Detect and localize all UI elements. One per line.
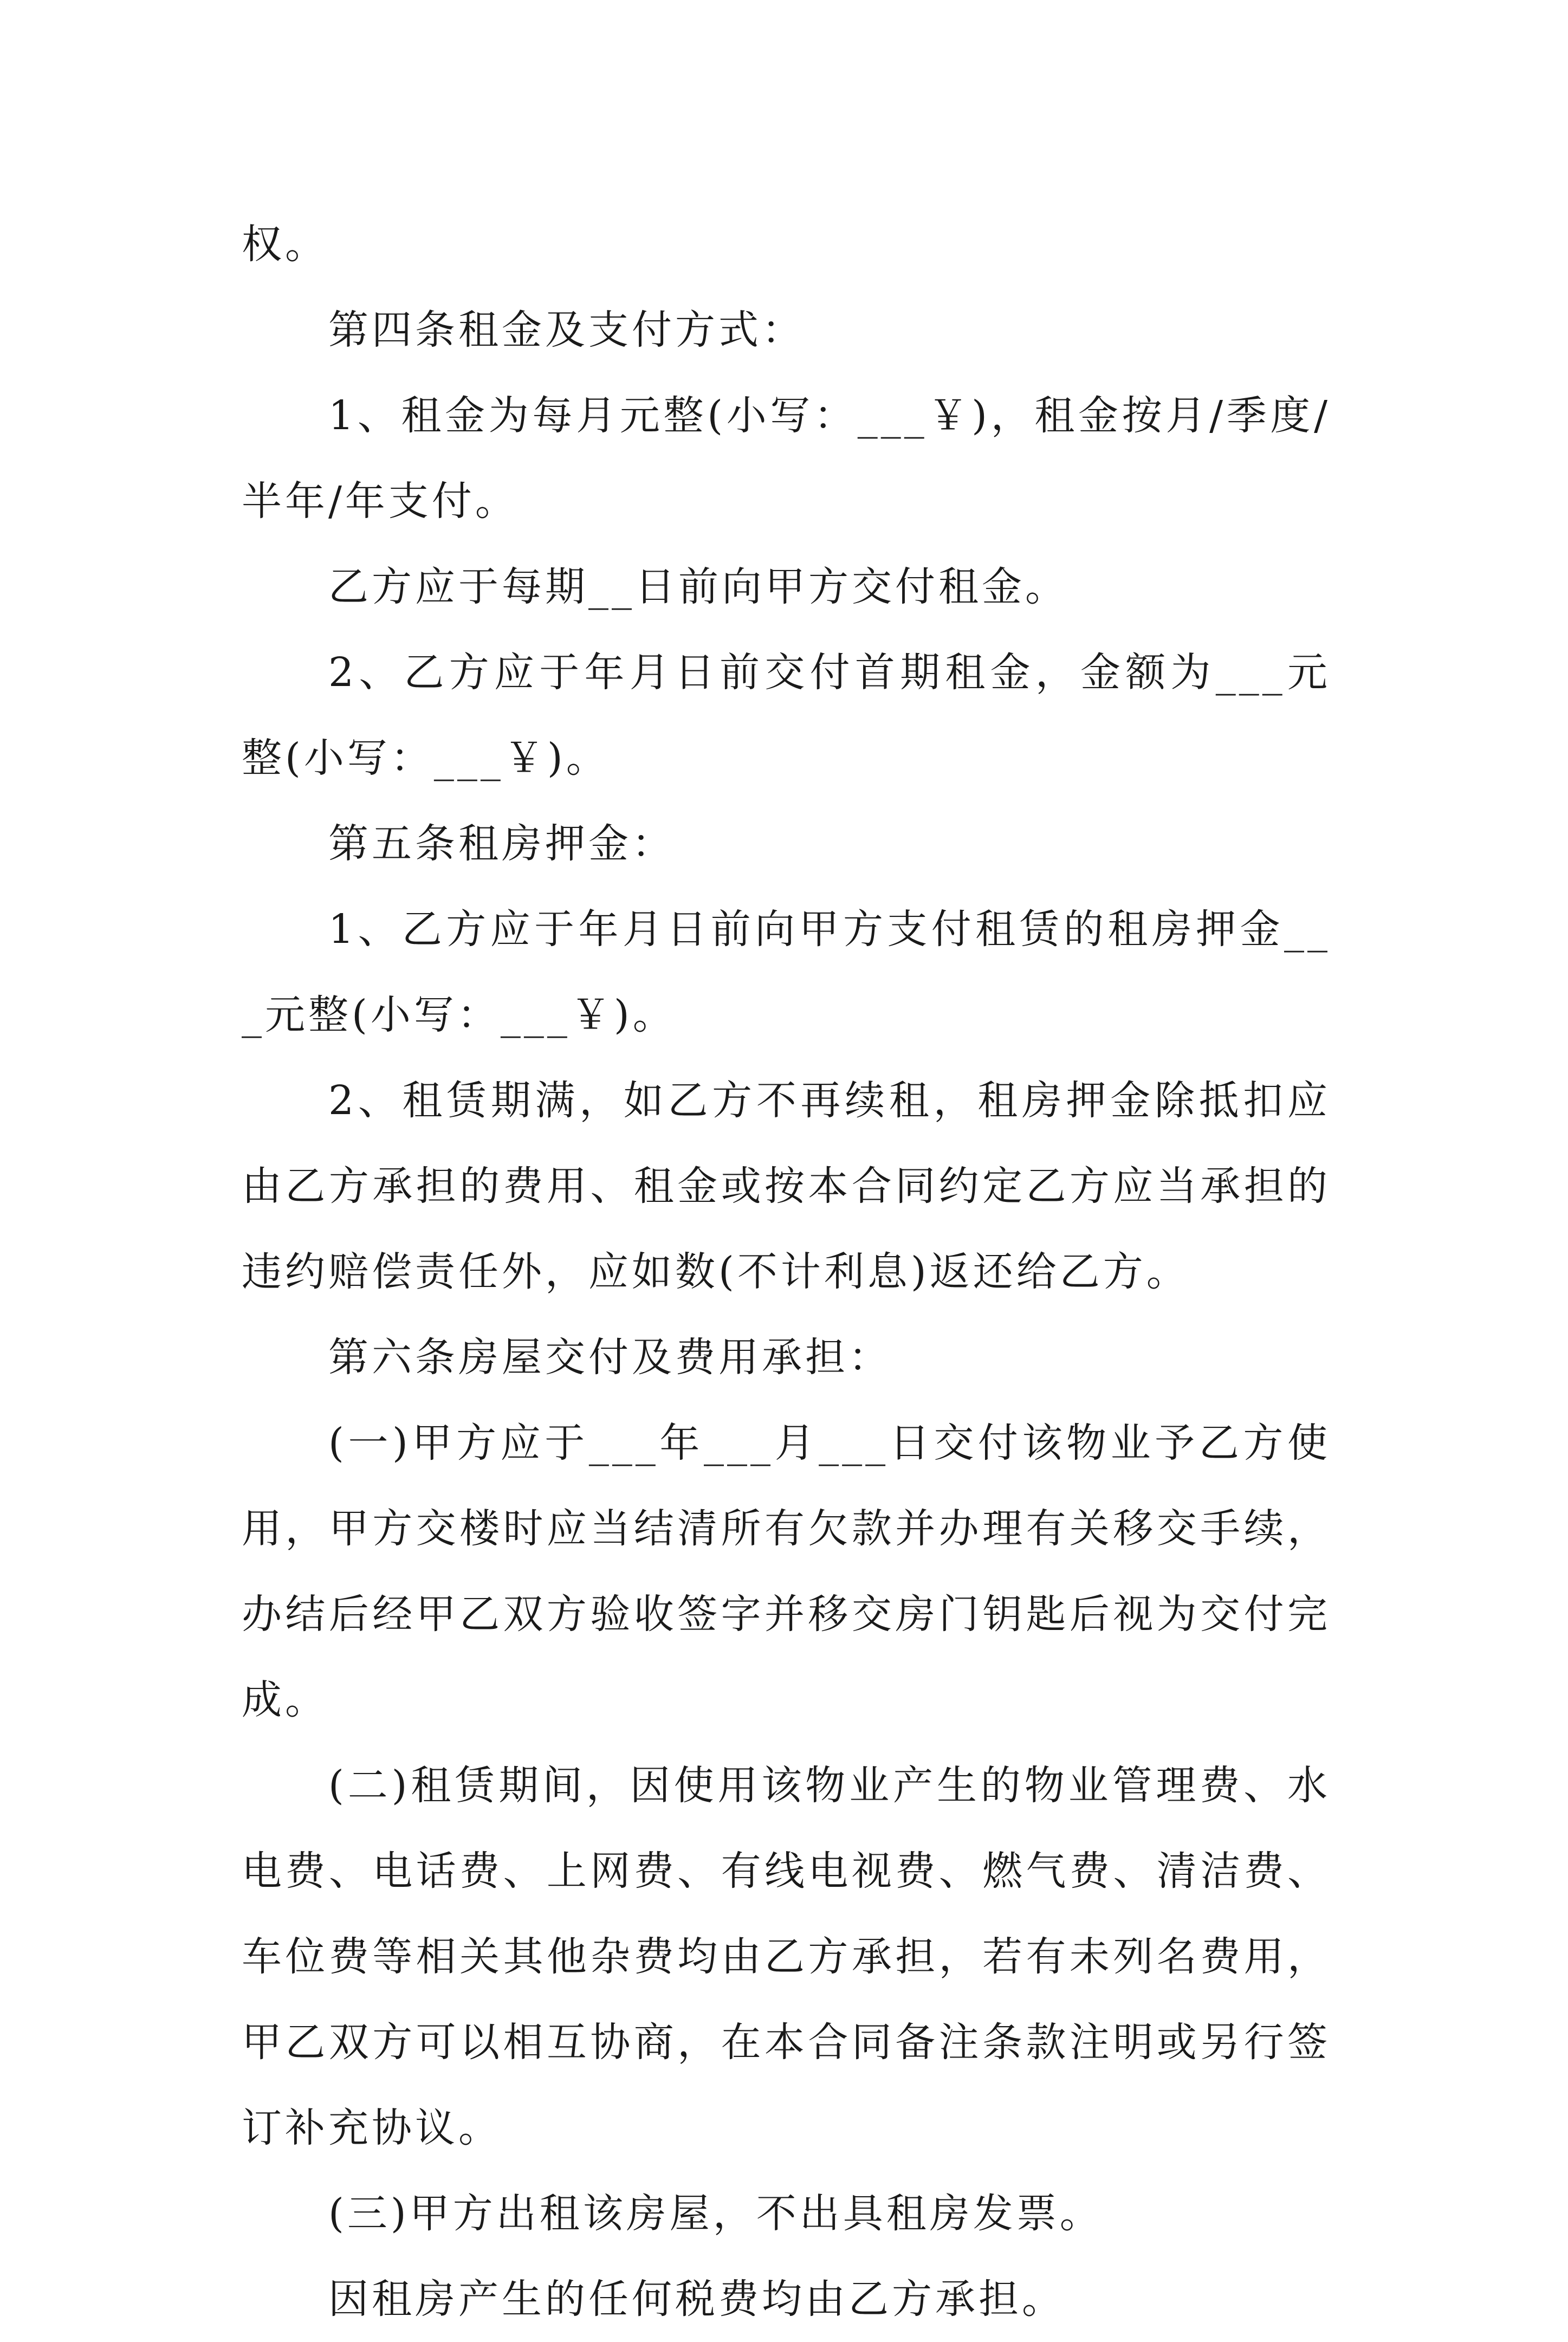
paragraph-rent-due-date: 乙方应于每期__日前向甲方交付租金。 (328, 564, 1068, 610)
paragraph-right-continuation: 权。 (242, 221, 328, 268)
paragraph-deposit-amount: 1、乙方应于年月日前向甲方支付租赁的租房押金___元整(小写：___￥)。 (242, 906, 1331, 1038)
heading-article-6-delivery-fees: 第六条房屋交付及费用承担： (328, 1334, 892, 1381)
heading-article-5-deposit: 第五条租房押金： (328, 820, 675, 867)
paragraph-rent-amount: 1、租金为每月元整(小写：___￥)，租金按月/季度/半年/年支付。 (242, 392, 1331, 525)
paragraph-first-rent: 2、乙方应于年月日前交付首期租金，金额为___元整(小写：___￥)。 (242, 649, 1331, 781)
paragraph-delivery: (一)甲方应于___年___月___日交付该物业予乙方使用，甲方交楼时应当结清所有欠款并办理有关移交手续，办结后经甲乙双方验收签字并移交房门钥匙后视为交付完成。 (242, 1420, 1331, 1723)
paragraph-fees: (二)租赁期间，因使用该物业产生的物业管理费、水电费、电话费、上网费、有线电视费、燃气费、清洁费、车位费等相关其他杂费均由乙方承担，若有未列名费用，甲乙双方可以相互协商，在本合同备注条款注明或另行签订补充协议。 (242, 1762, 1331, 2151)
paragraph-deposit-return: 2、租赁期满，如乙方不再续租，租房押金除抵扣应由乙方承担的费用、租金或按本合同约定乙方应当承担的违约赔偿责任外，应如数(不计利息)返还给乙方。 (242, 1077, 1331, 1295)
heading-article-4-rent-payment: 第四条租金及支付方式： (328, 307, 805, 353)
paragraph-no-invoice: (三)甲方出租该房屋，不出具租房发票。 (328, 2190, 1103, 2237)
document-body (242, 202, 1331, 2342)
paragraph-taxes: 因租房产生的任何税费均由乙方承担。 (328, 2276, 1065, 2322)
